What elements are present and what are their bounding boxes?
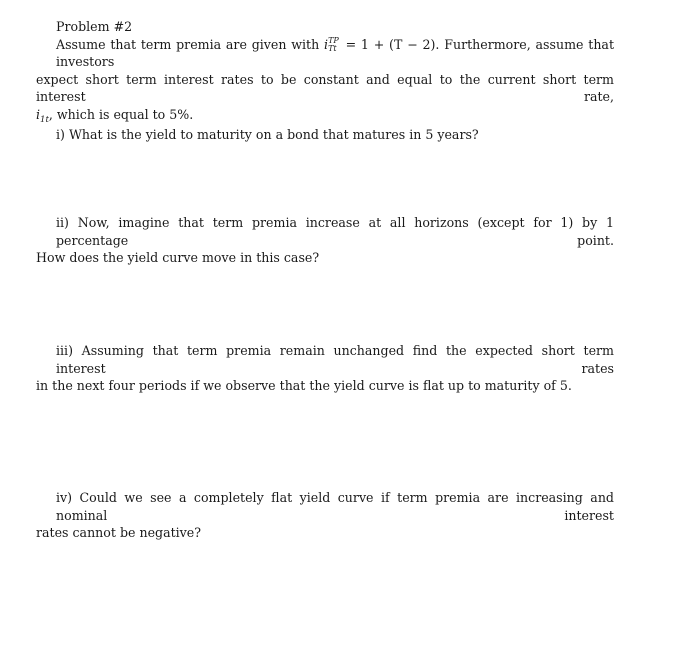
question-2-line-2: How does the yield curve move in this case? bbox=[36, 250, 320, 265]
question-3-line-2: in the next four periods if we observe that the yield curve is flat up to maturity of 5. bbox=[36, 378, 572, 393]
problem-intro bbox=[36, 18, 614, 144]
intro-line-1 bbox=[36, 36, 614, 71]
question-1: i) What is the yield to maturity on a bond that matures in 5 years? bbox=[56, 127, 479, 142]
question-4-block bbox=[36, 489, 614, 542]
intro-formula-rest: = 1 + (T − 2). Furthermore, assume that investors bbox=[56, 36, 615, 69]
short-rate-subscript: 1t bbox=[40, 114, 49, 125]
question-3-line-1: iii) Assuming that term premia remain unchanged find the expected short term interest rates bbox=[56, 343, 614, 376]
question-2-line-1: ii) Now, imagine that term premia increase at all horizons (except for 1) by 1 percentage point. bbox=[56, 215, 614, 248]
question-2-block bbox=[36, 214, 614, 267]
term-premium-subscript: Tt bbox=[328, 44, 337, 53]
question-3-block bbox=[36, 342, 614, 395]
term-premium-symbol: i bbox=[324, 36, 329, 52]
term-premium-superscript: TP bbox=[328, 36, 339, 45]
intro-line-3-text: , which is equal to 5%. bbox=[48, 106, 194, 122]
question-4-line-1: iv) Could we see a completely flat yield curve if term premia are increasing and nominal interest bbox=[56, 490, 614, 523]
question-4-line-2: rates cannot be negative? bbox=[36, 525, 201, 540]
term-premium-indices bbox=[328, 37, 339, 53]
intro-line-1-text: Assume that term premia are given with bbox=[56, 36, 325, 52]
intro-line-2: expect short term interest rates to be constant and equal to the current short term interest rate, bbox=[36, 71, 614, 104]
problem-title: Problem #2 bbox=[56, 19, 133, 34]
short-rate-symbol: i bbox=[36, 106, 41, 122]
intro-line-3 bbox=[36, 106, 614, 127]
